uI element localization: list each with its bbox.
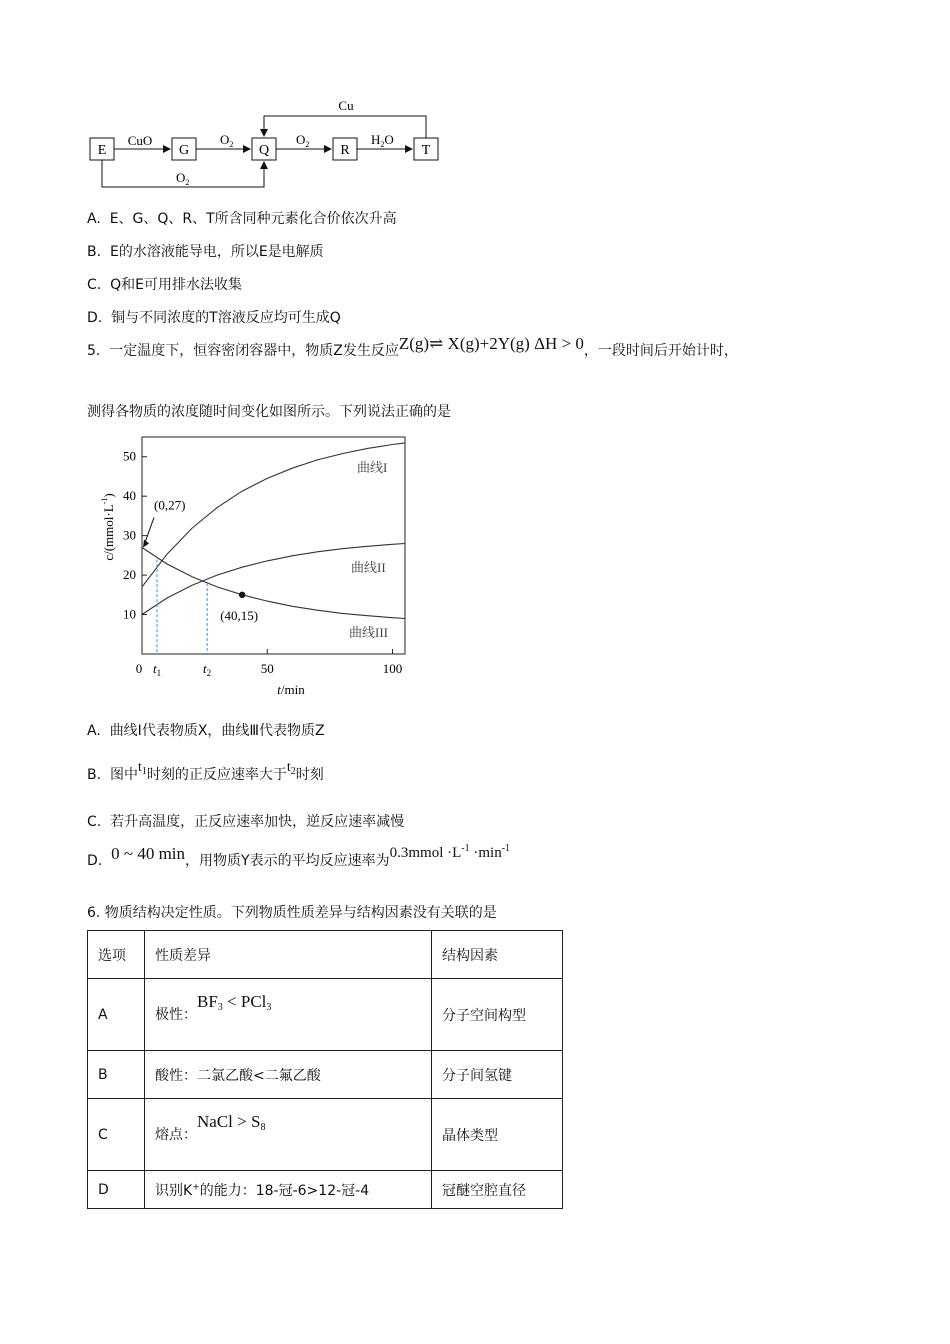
label-r-t: $H_2O$ — [371, 132, 394, 149]
table-row: C 熔点：NaCl > $S_8$ 晶体类型 — [88, 1099, 563, 1171]
q4-option-c: C. Q和E可用排水法收集 — [87, 277, 243, 293]
label-q-r: $O_2$ — [296, 132, 310, 149]
annotation-0-27: (0,27) — [154, 497, 186, 513]
node-r — [333, 138, 357, 160]
concentration-chart — [95, 432, 415, 702]
y-tick-label: 20 — [123, 567, 136, 583]
point-40-15 — [239, 592, 245, 598]
table-row: D 识别K+的能力：18-冠-6>12-冠-4 冠醚空腔直径 — [88, 1171, 563, 1209]
series-line-2 — [142, 544, 405, 615]
q5-stem-line2: 测得各物质的浓度随时间变化如图所示。下列说法正确的是 — [87, 404, 451, 420]
series-label-2: 曲线II — [351, 560, 386, 575]
x-tick-label: 0 — [135, 661, 143, 676]
header-property: 性质差异 — [145, 931, 432, 979]
label-e-q: $O_2$ — [176, 170, 190, 187]
svg-text:E: E — [97, 143, 107, 158]
q4-option-b: B. E的水溶液能导电，所以E是电解质 — [87, 244, 324, 260]
x-mark-t1: $t_1$ — [152, 661, 162, 678]
label-cuo: CuO — [127, 133, 153, 148]
series-label-3: 曲线III — [349, 625, 388, 640]
y-tick-label: 50 — [123, 448, 136, 464]
x-mark-t2: $t_2$ — [203, 661, 212, 678]
x-tick-label: 100 — [382, 661, 403, 676]
node-e — [90, 138, 114, 160]
svg-text:G: G — [178, 143, 190, 158]
table-header-row — [88, 931, 563, 979]
annotation-40-15: (40,15) — [220, 607, 259, 623]
x-tick-label: 50 — [260, 661, 274, 676]
svg-text:Q: Q — [258, 143, 270, 158]
label-g-q: $O_2$ — [220, 132, 234, 149]
svg-text:R: R — [340, 143, 350, 158]
x-axis-label: t/min — [277, 682, 305, 697]
q4-option-d: D. 铜与不同浓度的T溶液反应均可生成Q — [87, 310, 341, 326]
svg-text:T: T — [421, 143, 431, 158]
q6-stem: 6. 物质结构决定性质。下列物质性质差异与结构因素没有关联的是 — [87, 905, 497, 921]
node-t — [414, 138, 438, 160]
header-factor: 结构因素 — [432, 931, 563, 979]
header-option: 选项 — [88, 931, 145, 979]
q4-option-a: A. E、G、Q、R、T所含同种元素化合价依次升高 — [87, 211, 397, 227]
reaction-flow-diagram — [80, 92, 450, 196]
q5-option-b: B. 图中$t_1$时刻的正反应速率大于$t_2$时刻 — [87, 760, 324, 783]
q5-stem: 5. 一定温度下，恒容密闭容器中，物质Z发生反应Z(g)⇌ X(g)+2Y(g) ΔH > 0，一段时间后开始计时， — [87, 334, 738, 359]
q6-table — [87, 930, 563, 1209]
q5-option-d: D. 0 ~ 40 min，用物质Y表示的平均反应速率为0.3mmol $\cdot L^{-1} \cdot\min^{-1}$ — [87, 843, 511, 869]
y-tick-label: 10 — [123, 606, 136, 622]
reaction-equation: Z(g)⇌ X(g)+2Y(g) ΔH > 0 — [398, 334, 584, 353]
table-row: B 酸性：二氯乙酸<二氟乙酸 分子间氢键 — [88, 1051, 563, 1099]
series-label-1: 曲线I — [357, 460, 388, 475]
arrow-t-q — [264, 116, 426, 138]
series-line-3 — [142, 548, 405, 619]
table-row: A 极性：$BF_3 < PCl_3$ 分子空间构型 — [88, 979, 563, 1051]
y-tick-label: 30 — [123, 527, 136, 543]
y-axis-label: $c/(mmol\cdot L^{-1})$ — [100, 493, 116, 561]
y-tick-label: 40 — [123, 488, 136, 504]
q5-option-a: A. 曲线Ⅰ代表物质X，曲线Ⅲ代表物质Z — [87, 723, 325, 739]
node-g — [172, 138, 196, 160]
q5-option-c: C. 若升高温度，正反应速率加快，逆反应速率减慢 — [87, 814, 405, 830]
label-cu: Cu — [338, 98, 354, 113]
node-q — [252, 138, 276, 160]
